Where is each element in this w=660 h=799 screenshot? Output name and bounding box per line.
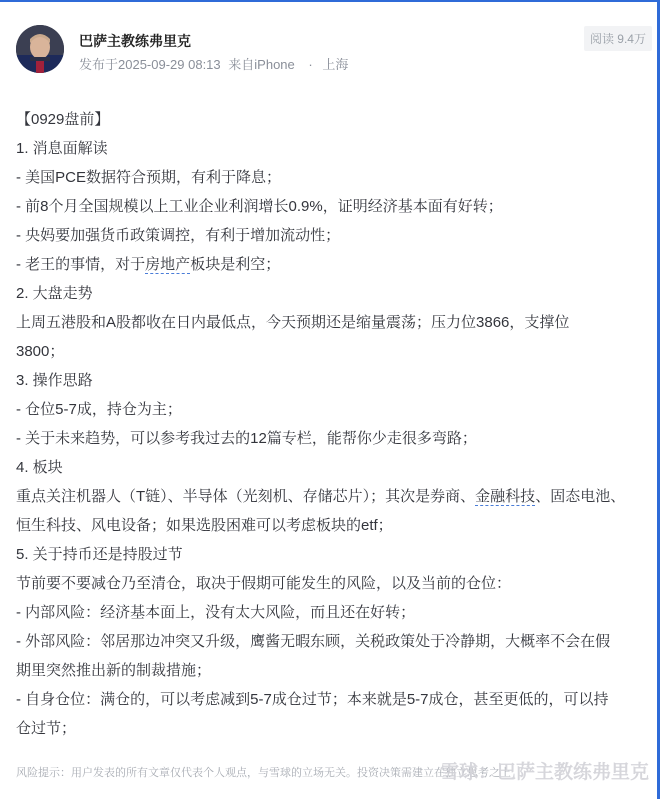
keyword-link-real-estate[interactable]: 房地产 [145, 256, 191, 273]
text-line [16, 250, 656, 279]
text-line: 恒生科技、风电设备；如果选股困难可以考虑板块的etf； [16, 517, 393, 534]
text-line: - 仓位5-7成，持仓为主； [16, 401, 182, 418]
section-heading: 3. 操作思路 [16, 372, 93, 389]
post-title: 【0929盘前】 [16, 111, 110, 128]
text-line [16, 482, 656, 511]
avatar-portrait-icon [16, 25, 64, 73]
section-heading: 1. 消息面解读 [16, 140, 108, 157]
text-line: 仓过节； [16, 720, 77, 737]
post-location: 上海 [322, 57, 349, 72]
section-heading: 2. 大盘走势 [16, 285, 93, 302]
section-heading: 5. 关于持币还是持股过节 [16, 546, 183, 563]
text-line: - 美国PCE数据符合预期，有利于降息； [16, 169, 282, 186]
author-name[interactable]: 巴萨主教练弗里克 [79, 33, 191, 49]
post-source: 来自iPhone [228, 57, 295, 72]
text-line: - 关于未来趋势，可以参考我过去的12篇专栏，能帮你少走很多弯路； [16, 430, 477, 447]
text-line: 上周五港股和A股都收在日内最低点，今天预期还是缩量震荡；压力位3866，支撑位 [16, 314, 570, 331]
section-heading: 4. 板块 [16, 459, 63, 476]
risk-disclaimer: 风险提示：用户发表的所有文章仅代表个人观点，与雪球的立场无关。投资决策需建立在独立思考之上 [16, 767, 511, 779]
text-line: - 前8个月全国规模以上工业企业利润增长0.9%，证明经济基本面有好转； [16, 198, 503, 215]
text-line: - 自身仓位：满仓的，可以考虑减到5-7成仓过节；本来就是5-7成仓，甚至更低的，可以持 [16, 691, 609, 708]
keyword-link-fintech[interactable]: 金融科技 [475, 488, 536, 505]
text-line: - 央妈要加强货币政策调控，有利于增加流动性； [16, 227, 341, 244]
text-span: - 老王的事情，对于 [16, 256, 146, 273]
text-line: 3800； [16, 343, 65, 360]
read-count-badge: 阅读 9.4万 [584, 26, 652, 51]
text-line: - 外部风险：邻居那边冲突又升级，鹰酱无暇东顾，关税政策处于冷静期，大概率不会在假 [16, 633, 611, 650]
text-span: 、固态电池、 [535, 488, 626, 505]
text-line: 节前要不要减仓乃至清仓，取决于假期可能发生的风险，以及当前的仓位： [16, 575, 512, 592]
top-border [0, 0, 660, 2]
text-line: 期里突然推出新的制裁措施； [16, 662, 212, 679]
text-span: 板块是利空； [190, 256, 281, 273]
text-span: 重点关注机器人（T链）、半导体（光刻机、存储芯片）；其次是券商、 [16, 488, 476, 505]
post-body [16, 105, 656, 743]
publish-time: 发布于2025-09-29 08:13 [79, 57, 221, 72]
meta-separator: · [308, 57, 313, 72]
post-meta [79, 54, 352, 73]
avatar[interactable] [16, 25, 64, 73]
text-line: - 内部风险：经济基本面上，没有太大风险，而且还在好转； [16, 604, 416, 621]
watermark: 雪球：巴萨主教练弗里克 [440, 762, 650, 783]
